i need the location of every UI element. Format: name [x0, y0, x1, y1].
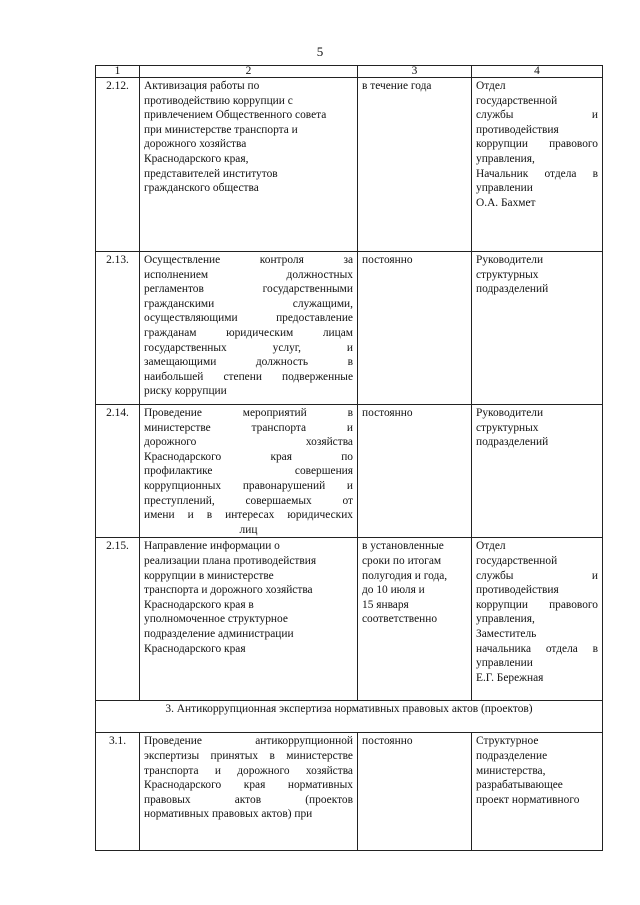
- responsible-line: О.А. Бахмет: [476, 196, 536, 209]
- activity-line: Краснодарского края,: [144, 152, 249, 165]
- activity-line: привлечением Общественного совета: [144, 109, 327, 122]
- responsible-line: коррупции правового: [476, 598, 598, 611]
- term-line: сроки по итогам: [362, 554, 442, 567]
- table-row: [96, 405, 603, 538]
- responsible-line: Руководители: [476, 407, 544, 419]
- activity-line: министерстве транспорта и: [144, 421, 353, 434]
- responsible-line: Отдел: [476, 80, 506, 92]
- responsible-line: Руководители: [476, 254, 544, 266]
- activity-cell: [140, 78, 358, 252]
- responsible-line: Структурное: [476, 735, 539, 748]
- activity-line: гражданского общества: [144, 182, 259, 195]
- activity-line: правовых актов (проектов: [144, 793, 353, 806]
- responsible-line: министерства,: [476, 764, 546, 777]
- term-cell: [358, 733, 472, 851]
- activity-line: Краснодарского края в: [144, 598, 254, 611]
- section-title: 3. Антикоррупционная экспертиза нормативных правовых актов (проектов): [96, 701, 603, 733]
- table-row: [96, 733, 603, 851]
- responsible-cell: [472, 405, 603, 538]
- responsible-cell: [472, 78, 603, 252]
- term-line: 15 января: [362, 598, 409, 611]
- responsible-line: управления,: [476, 152, 535, 165]
- responsible-line: управлении: [476, 657, 533, 670]
- activity-line: профилактике совершения: [144, 465, 353, 478]
- activity-line: Осуществление контроля за: [144, 254, 353, 266]
- activity-line: коррупции в министерстве: [144, 569, 274, 582]
- responsible-line: подразделение: [476, 749, 548, 762]
- activity-line: Активизация работы по: [144, 80, 260, 92]
- activity-line: экспертизы принятых в министерстве: [144, 749, 353, 762]
- activity-line: подразделение администрации: [144, 627, 294, 640]
- header-col-1: 1: [96, 66, 140, 78]
- activity-line: Краснодарского края нормативных: [144, 779, 353, 792]
- term-cell: [358, 78, 472, 252]
- responsible-line: Начальник отдела в: [476, 167, 598, 180]
- activity-line: исполнением должностных: [144, 268, 353, 281]
- term-line: постоянно: [362, 735, 413, 748]
- activity-line: уполномоченное структурное: [144, 613, 288, 626]
- responsible-cell: [472, 252, 603, 405]
- activity-line: дорожного хозяйства: [144, 138, 247, 151]
- responsible-line: структурных: [476, 268, 539, 281]
- term-line: до 10 июля и: [362, 584, 425, 597]
- activity-line: противодействию коррупции с: [144, 94, 293, 107]
- activity-line: транспорта и дорожного хозяйства: [144, 764, 353, 777]
- page-number: 5: [316, 44, 324, 59]
- activity-line: реализации плана противодействия: [144, 554, 317, 567]
- header-col-4: 4: [472, 66, 603, 78]
- activity-line: замещающими должность в: [144, 356, 353, 369]
- activity-line: нормативных правовых актов) при: [144, 808, 313, 821]
- term-cell: [358, 405, 472, 538]
- term-line: постоянно: [362, 407, 413, 419]
- table-row: [96, 252, 603, 405]
- activity-cell: [140, 733, 358, 851]
- activity-line: риску коррупции: [144, 385, 227, 398]
- header-col-2: 2: [140, 66, 358, 78]
- activity-line: Проведение мероприятий в: [144, 407, 353, 419]
- term-cell: [358, 538, 472, 701]
- activity-cell: [140, 538, 358, 701]
- term-line: в установленные: [362, 540, 444, 553]
- activity-line: представителей институтов: [144, 167, 278, 180]
- activity-line: при министерстве транспорта и: [144, 123, 298, 136]
- activity-line: гражданам юридическим лицам: [144, 326, 353, 339]
- responsible-line: государственной: [476, 554, 558, 567]
- row-number: 2.12.: [96, 78, 140, 252]
- responsible-line: Е.Г. Бережная: [476, 671, 544, 684]
- activity-line: коррупционных правонарушений и: [144, 479, 353, 492]
- activity-line: государственных услуг, и: [144, 341, 353, 354]
- table-row: [96, 538, 603, 701]
- responsible-line: проект нормативного: [476, 793, 580, 806]
- header-row: [96, 66, 603, 78]
- term-cell: [358, 252, 472, 405]
- activity-line: Проведение антикоррупционной: [144, 735, 353, 748]
- responsible-cell: [472, 538, 603, 701]
- row-number: 2.15.: [96, 538, 140, 701]
- activity-line: гражданскими служащими,: [144, 297, 353, 310]
- row-number: 2.14.: [96, 405, 140, 538]
- measures-table: [95, 65, 603, 851]
- activity-line: дорожного хозяйства: [144, 436, 353, 449]
- responsible-line: подразделений: [476, 436, 549, 449]
- activity-line: Краснодарского края: [144, 642, 246, 655]
- activity-line: Краснодарского края по: [144, 450, 353, 463]
- responsible-line: службы и: [476, 569, 598, 582]
- activity-line: наибольшей степени подверженные: [144, 370, 353, 383]
- responsible-line: противодействия: [476, 584, 559, 597]
- responsible-line: Заместитель: [476, 627, 537, 640]
- section-row: [96, 701, 603, 733]
- term-line: в течение года: [362, 80, 432, 92]
- responsible-line: противодействия: [476, 123, 559, 136]
- responsible-line: структурных: [476, 421, 539, 434]
- term-line: соответственно: [362, 613, 438, 626]
- responsible-line: Отдел: [476, 540, 506, 553]
- responsible-line: службы и: [476, 109, 598, 122]
- activity-line: транспорта и дорожного хозяйства: [144, 584, 313, 597]
- responsible-line: начальника отдела в: [476, 642, 598, 655]
- row-number: 2.13.: [96, 252, 140, 405]
- activity-line: лиц: [239, 523, 258, 536]
- activity-cell: [140, 405, 358, 538]
- header-col-3: 3: [358, 66, 472, 78]
- table-row: [96, 78, 603, 252]
- activity-line: регламентов государственными: [144, 283, 353, 296]
- responsible-line: коррупции правового: [476, 138, 598, 151]
- activity-line: Направление информации о: [144, 540, 280, 553]
- activity-line: имени и в интересах юридических: [144, 509, 353, 522]
- term-line: постоянно: [362, 254, 413, 266]
- row-number: 3.1.: [96, 733, 140, 851]
- responsible-line: управлении: [476, 182, 533, 195]
- responsible-line: государственной: [476, 94, 558, 107]
- term-line: полугодия и года,: [362, 569, 448, 582]
- activity-line: осуществляющими предоставление: [144, 312, 353, 325]
- responsible-cell: [472, 733, 603, 851]
- responsible-line: разрабатывающее: [476, 779, 563, 792]
- activity-line: преступлений, совершаемых от: [144, 494, 353, 507]
- responsible-line: подразделений: [476, 283, 549, 296]
- responsible-line: управления,: [476, 613, 535, 626]
- activity-cell: [140, 252, 358, 405]
